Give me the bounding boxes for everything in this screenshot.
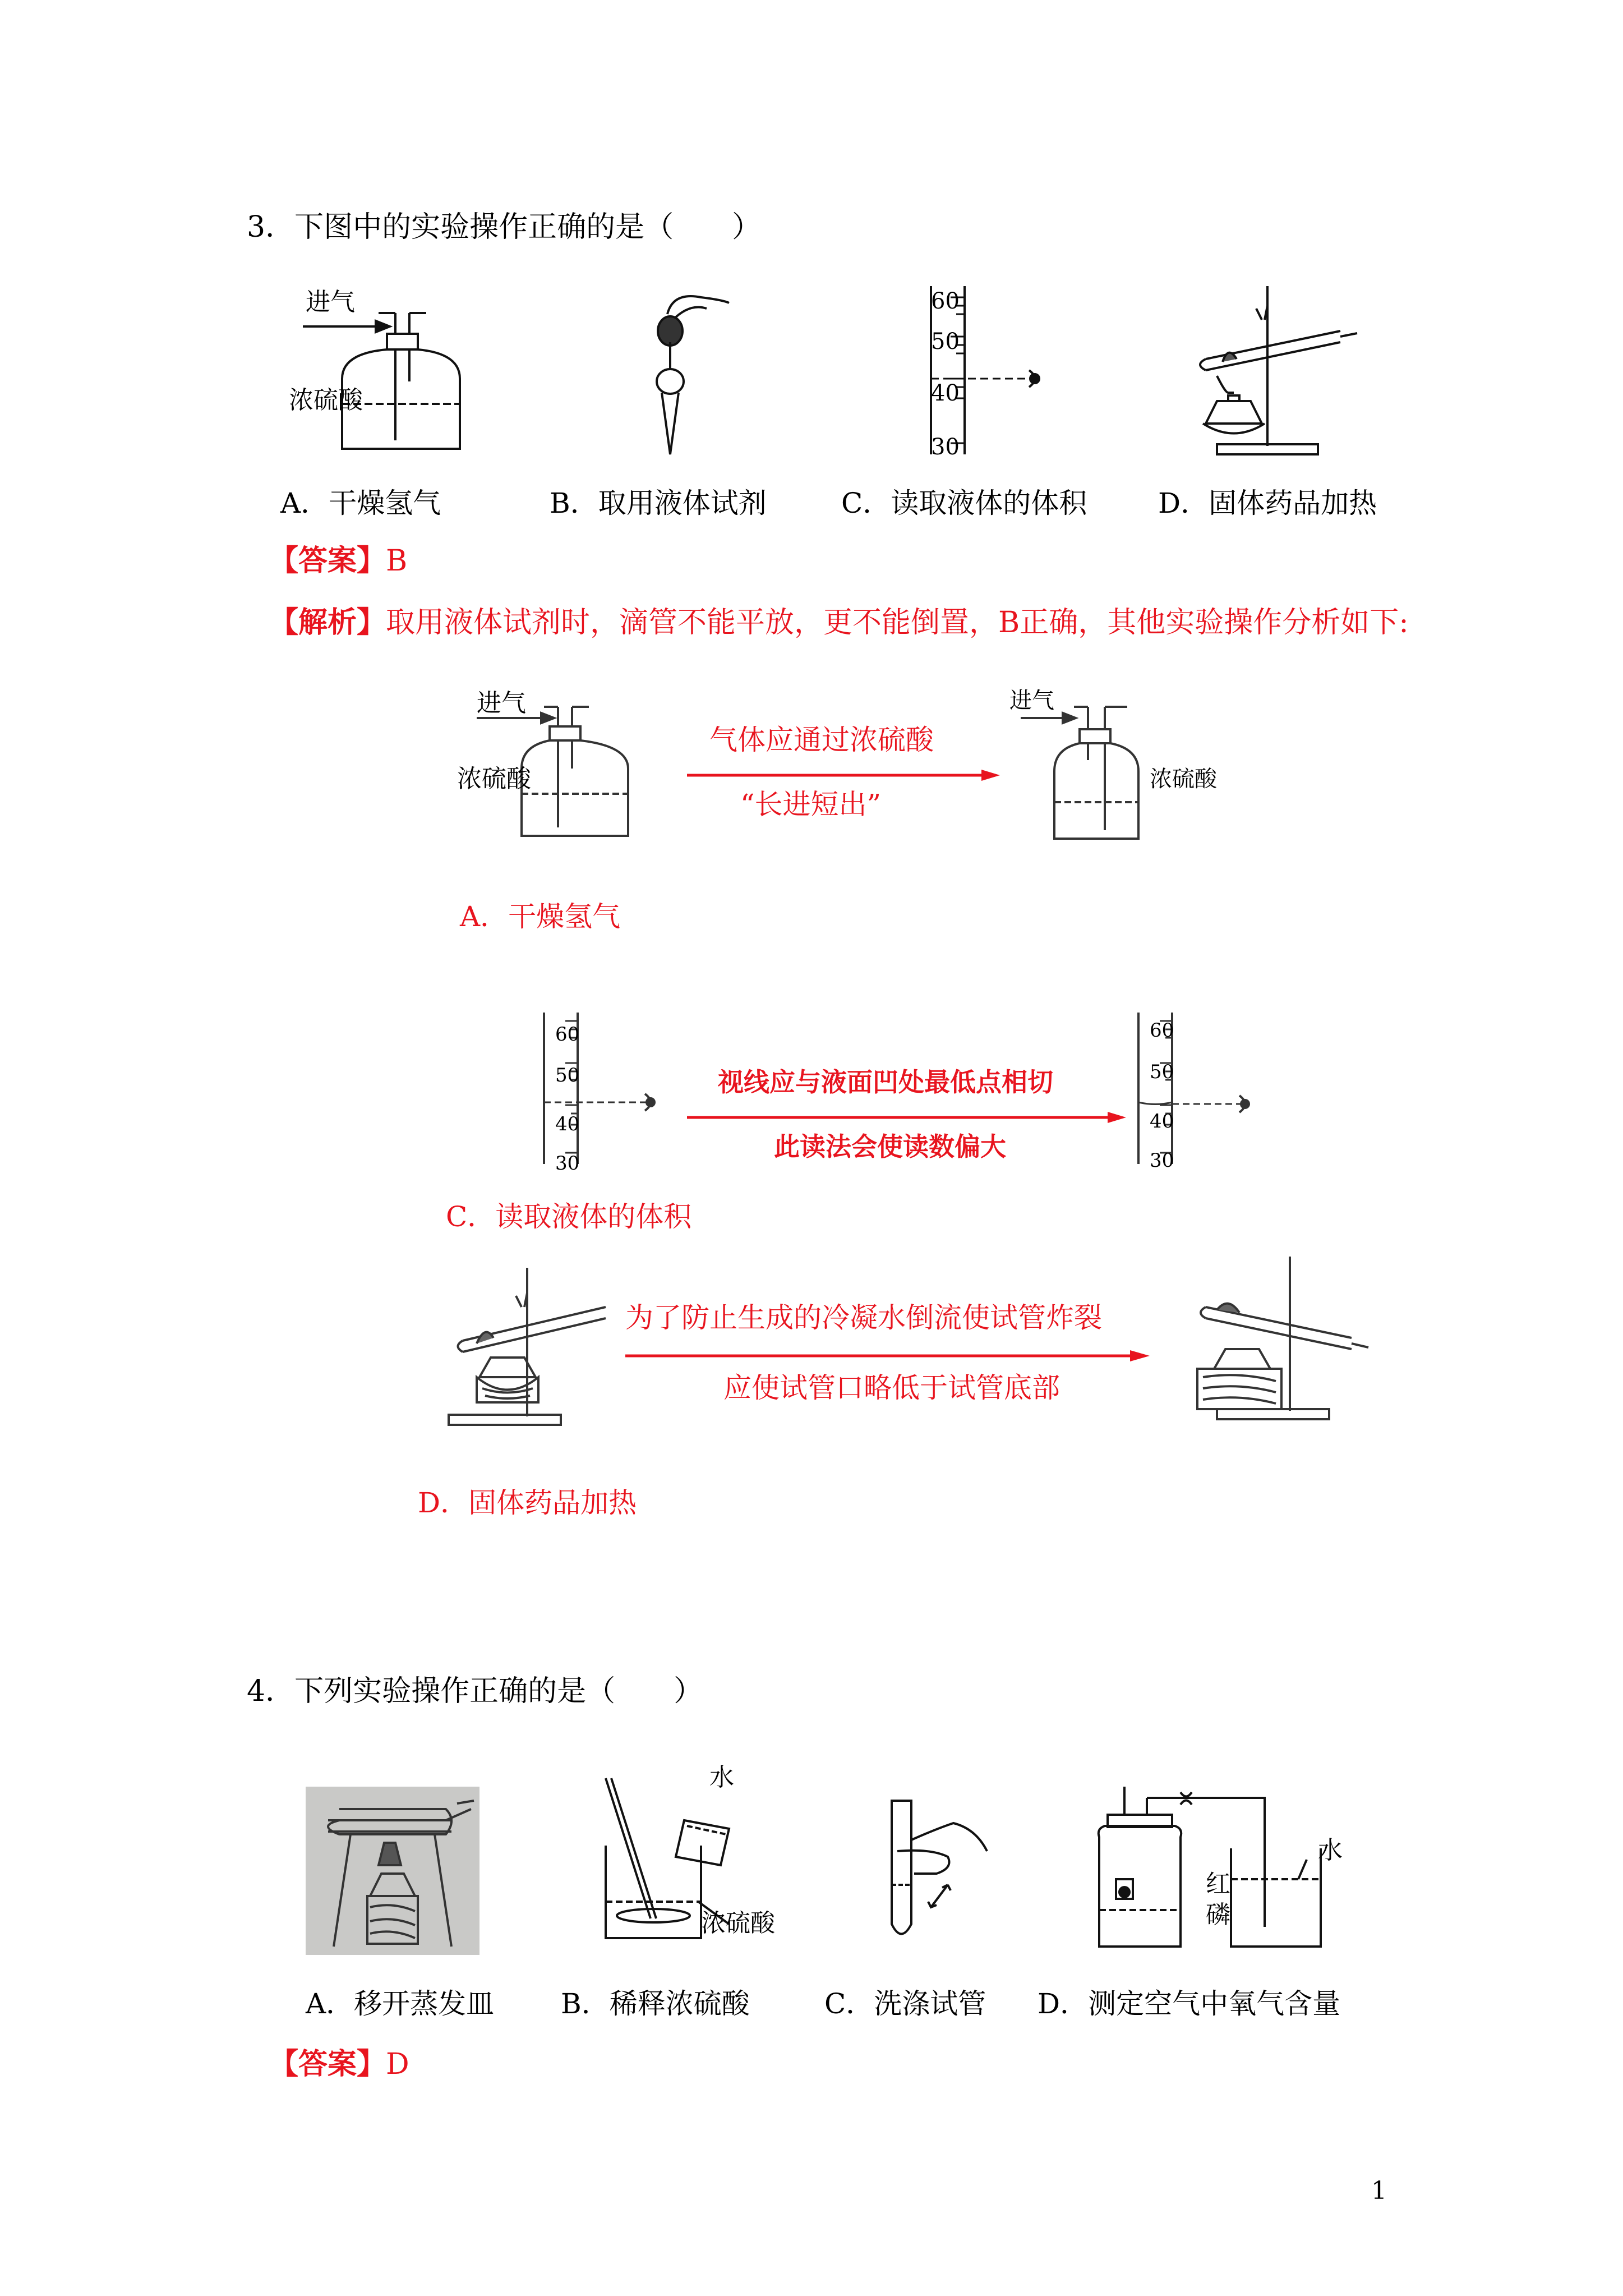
q3-analysis-a-note-2: “长进短出” xyxy=(740,788,882,821)
q3-analysis-text: 取用液体试剂时，滴管不能平放，更不能倒置，B正确，其他实验操作分析如下: xyxy=(386,606,1409,639)
q3-analysis-d-note-2: 应使试管口略低于试管底部 xyxy=(723,1372,1060,1404)
q3-analysis-line xyxy=(269,606,1409,639)
q3-analysis-c-right-40: 40 xyxy=(1150,1110,1174,1133)
q3-answer-tag: 【答案】 xyxy=(269,544,386,578)
q4-figure-a-evaporating-dish xyxy=(306,1787,479,1955)
q3-analysis-a-acid-left: 浓硫酸 xyxy=(457,765,531,793)
q3-analysis-c-note-1: 视线应与液面凹处最低点相切 xyxy=(718,1067,1053,1097)
q3-analysis-a-arrow xyxy=(687,769,1001,782)
question-3-stem: 3．下图中的实验操作正确的是（ ） xyxy=(247,210,762,244)
q3-analysis-d-arrow xyxy=(625,1349,1152,1363)
q4-option-c: C．洗涤试管 xyxy=(824,1987,986,2020)
q3-analysis-c-right-50: 50 xyxy=(1150,1061,1174,1083)
q3-analysis-c-left-60: 60 xyxy=(555,1023,580,1046)
q3-analysis-a-caption: A．干燥氢气 xyxy=(460,900,621,933)
q3-analysis-a-note-1: 气体应通过浓硫酸 xyxy=(709,724,934,756)
q3-analysis-c-left-30: 30 xyxy=(555,1152,580,1175)
q3-analysis-a-in-gas-left: 进气 xyxy=(477,689,526,717)
q3-analysis-c-right-30: 30 xyxy=(1150,1149,1174,1172)
q3-fig-c-60: 60 xyxy=(931,288,960,314)
q4-fig-b-acid: 浓硫酸 xyxy=(701,1909,775,1938)
q4-fig-d-water: 水 xyxy=(1318,1836,1343,1865)
q3-fig-c-40: 40 xyxy=(931,380,960,406)
q3-fig-a-acid-label: 浓硫酸 xyxy=(289,386,363,415)
q3-fig-a-in-gas-label: 进气 xyxy=(306,288,355,316)
q4-option-d: D．测定空气中氧气含量 xyxy=(1038,1987,1341,2020)
q3-analysis-a-in-gas-right: 进气 xyxy=(1009,688,1054,714)
q3-analysis-c-arrow xyxy=(687,1111,1127,1124)
q3-analysis-c-note-2: 此读法会使读数偏大 xyxy=(774,1131,1006,1162)
q4-option-b: B．稀释浓硫酸 xyxy=(561,1987,750,2020)
q3-figure-d-heating-tube xyxy=(1172,280,1357,460)
q3-analysis-c-left-50: 50 xyxy=(555,1064,580,1087)
q4-answer-tag: 【答案】 xyxy=(269,2047,386,2081)
page-number: 1 xyxy=(1371,2177,1387,2205)
q4-option-a: A．移开蒸发皿 xyxy=(306,1987,495,2020)
q3-analysis-c-left-40: 40 xyxy=(555,1113,580,1135)
q3-answer: B xyxy=(386,544,408,578)
q3-fig-c-50: 50 xyxy=(931,329,960,355)
q3-option-b: B．取用液体试剂 xyxy=(550,487,767,519)
q3-analysis-d-caption: D．固体药品加热 xyxy=(418,1487,637,1519)
q3-fig-c-30: 30 xyxy=(931,434,960,460)
q4-fig-d-phosphorus: 磷 xyxy=(1206,1901,1230,1929)
q3-analysis-d-wrong-setup xyxy=(437,1262,611,1430)
q4-answer-line xyxy=(269,2047,409,2081)
q3-analysis-a-acid-right: 浓硫酸 xyxy=(1150,766,1217,792)
q3-option-c: C．读取液体的体积 xyxy=(841,487,1087,519)
q3-option-d: D．固体药品加热 xyxy=(1158,487,1377,519)
q4-fig-b-water: 水 xyxy=(709,1763,734,1792)
q4-figure-c-wash-tube xyxy=(864,1789,993,1952)
q4-fig-d-red: 红 xyxy=(1206,1870,1230,1898)
q3-answer-line xyxy=(269,544,407,578)
q3-analysis-d-note-1: 为了防止生成的冷凝水倒流使试管炸裂 xyxy=(625,1301,1102,1334)
q3-analysis-c-caption: C．读取液体的体积 xyxy=(446,1200,692,1233)
q3-option-a: A．干燥氢气 xyxy=(280,487,441,519)
q3-analysis-d-correct-setup xyxy=(1183,1251,1368,1425)
question-4-stem: 4．下列实验操作正确的是（ ） xyxy=(247,1674,703,1708)
q4-answer: D xyxy=(386,2047,409,2081)
q3-figure-b-dropper xyxy=(639,286,729,454)
q3-analysis-c-right-60: 60 xyxy=(1150,1019,1174,1042)
q3-analysis-tag: 【解析】 xyxy=(269,605,386,639)
